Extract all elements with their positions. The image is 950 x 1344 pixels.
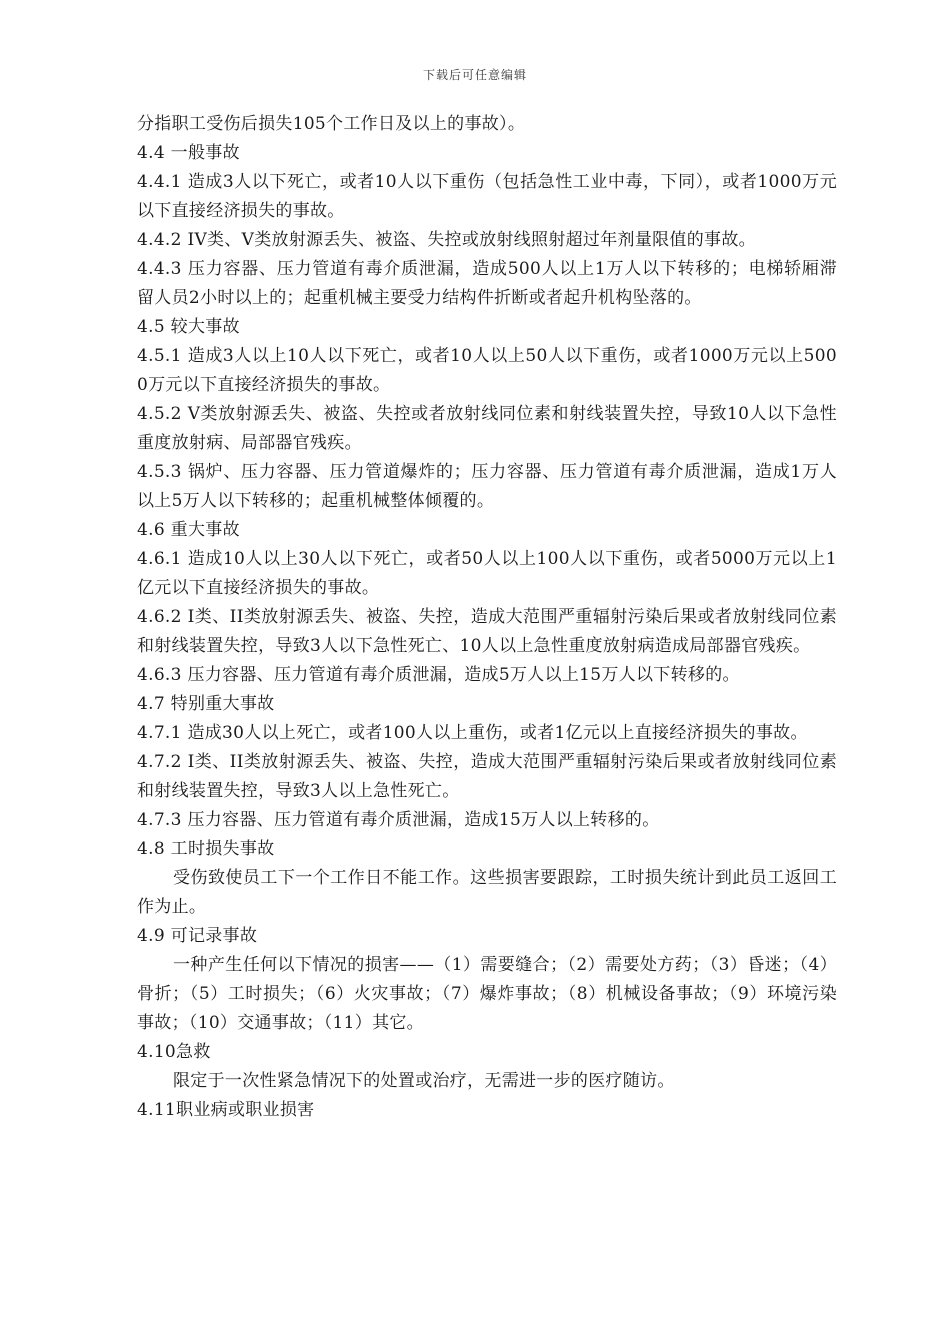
paragraph: 4.7.1 造成30人以上死亡，或者100人以上重伤，或者1亿元以上直接经济损失的事故。 [137, 723, 808, 743]
document-body [137, 110, 837, 1125]
paragraph: 4.4.3 压力容器、压力管道有毒介质泄漏，造成500人以上1万人以下转移的；电梯轿厢滞留人员2小时以上的；起重机械主要受力结构件折断或者起升机构坠落的。 [137, 259, 837, 308]
section-heading: 4.6 重大事故 [137, 520, 240, 540]
section-heading: 4.10急救 [137, 1042, 211, 1062]
paragraph: 限定于一次性紧急情况下的处置或治疗，无需进一步的医疗随访。 [173, 1071, 675, 1091]
section-heading: 4.9 可记录事故 [137, 926, 258, 946]
paragraph: 4.5.3 锅炉、压力容器、压力管道爆炸的；压力容器、压力管道有毒介质泄漏，造成1万人以上5万人以下转移的；起重机械整体倾覆的。 [137, 462, 837, 511]
paragraph: 4.7.3 压力容器、压力管道有毒介质泄漏，造成15万人以上转移的。 [137, 810, 660, 830]
paragraph: 一种产生任何以下情况的损害——（1）需要缝合；（2）需要处方药；（3）昏迷；（4）骨折；（5）工时损失；（6）火灾事故；（7）爆炸事故；（8）机械设备事故；（9）环境污染事故；（10）交通事故；（11）其它。 [137, 955, 837, 1033]
section-heading: 4.4 一般事故 [137, 143, 240, 163]
paragraph: 4.6.3 压力容器、压力管道有毒介质泄漏，造成5万人以上15万人以下转移的。 [137, 665, 740, 685]
page-header: 下载后可任意编辑 [422, 68, 527, 82]
paragraph: 受伤致使员工下一个工作日不能工作。这些损害要跟踪，工时损失统计到此员工返回工作为止。 [137, 868, 837, 917]
paragraph: 4.4.1 造成3人以下死亡，或者10人以下重伤（包括急性工业中毒，下同），或者1000万元以下直接经济损失的事故。 [137, 172, 837, 221]
paragraph: 4.5.1 造成3人以上10人以下死亡，或者10人以上50人以下重伤，或者1000万元以上5000万元以下直接经济损失的事故。 [137, 346, 837, 395]
paragraph: 4.5.2 V类放射源丢失、被盗、失控或者放射线同位素和射线装置失控，导致10人以下急性重度放射病、局部器官残疾。 [137, 404, 837, 453]
section-heading: 4.7 特别重大事故 [137, 694, 275, 714]
paragraph: 4.6.2 I类、II类放射源丢失、被盗、失控，造成大范围严重辐射污染后果或者放射线同位素和射线装置失控，导致3人以下急性死亡、10人以上急性重度放射病造成局部器官残疾。 [137, 607, 837, 656]
paragraph: 分指职工受伤后损失105个工作日及以上的事故）。 [137, 114, 526, 134]
paragraph: 4.6.1 造成10人以上30人以下死亡，或者50人以上100人以下重伤，或者5000万元以上1亿元以下直接经济损失的事故。 [137, 549, 837, 598]
paragraph: 4.7.2 I类、II类放射源丢失、被盗、失控，造成大范围严重辐射污染后果或者放射线同位素和射线装置失控，导致3人以上急性死亡。 [137, 752, 837, 801]
section-heading: 4.5 较大事故 [137, 317, 240, 337]
paragraph: 4.4.2 IV类、V类放射源丢失、被盗、失控或放射线照射超过年剂量限值的事故。 [137, 230, 756, 250]
section-heading: 4.8 工时损失事故 [137, 839, 275, 859]
section-heading: 4.11职业病或职业损害 [137, 1100, 315, 1120]
